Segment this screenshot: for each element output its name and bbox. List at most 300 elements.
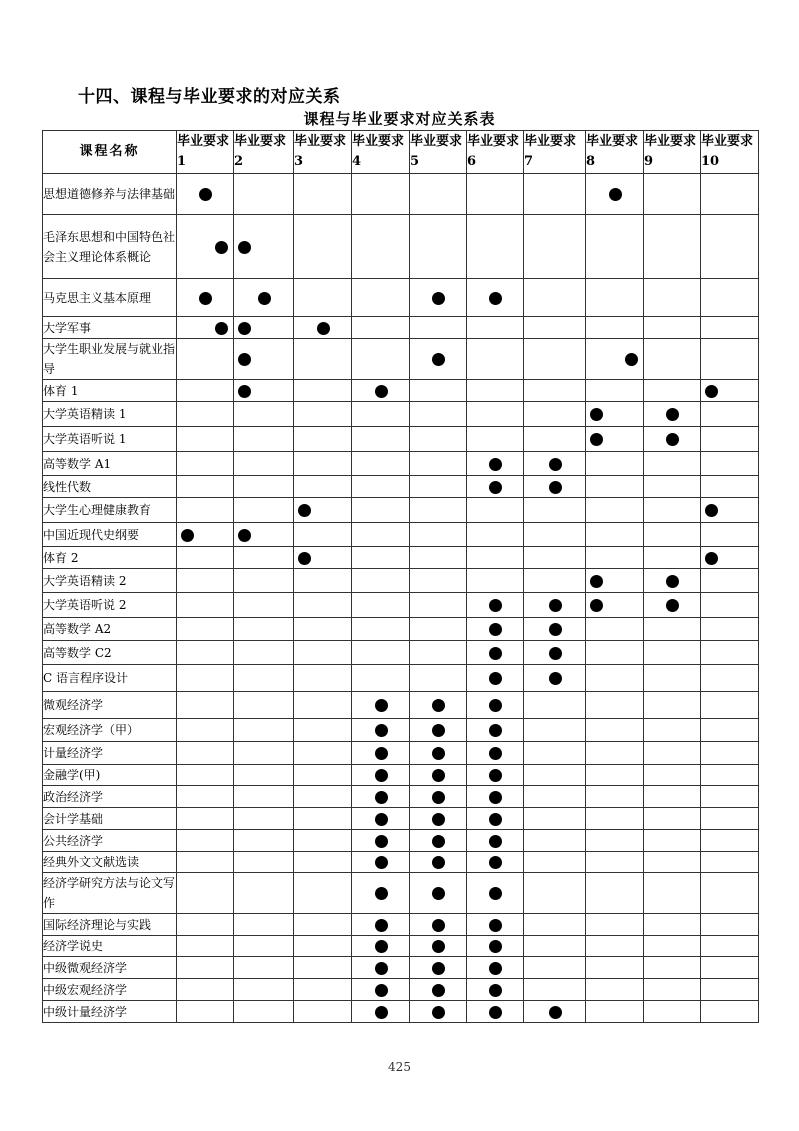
requirement-cell (177, 279, 234, 317)
requirement-cell (701, 476, 759, 498)
requirement-cell (701, 979, 759, 1001)
requirement-cell (524, 692, 586, 719)
filled-circle-icon (666, 433, 679, 446)
requirement-cell (177, 808, 234, 830)
requirement-cell (352, 174, 410, 215)
requirement-cell (701, 852, 759, 873)
requirement-cell (586, 569, 644, 593)
filled-circle-icon (375, 769, 388, 782)
requirement-cell (644, 339, 701, 380)
course-name-cell: 公共经济学 (43, 830, 177, 852)
course-name-cell: 计量经济学 (43, 742, 177, 765)
table-row (43, 547, 759, 569)
filled-circle-icon (238, 241, 251, 254)
filled-circle-icon (432, 791, 445, 804)
requirement-cell (524, 742, 586, 765)
table-row (43, 174, 759, 215)
requirement-cell (701, 830, 759, 852)
requirement-cell (177, 692, 234, 719)
filled-circle-icon (375, 919, 388, 932)
requirement-cell (701, 742, 759, 765)
requirement-cell (701, 523, 759, 547)
column-header-requirement: 毕业要求1 (177, 131, 234, 174)
requirement-cell (467, 427, 524, 452)
requirement-cell (177, 786, 234, 808)
requirement-cell (586, 618, 644, 641)
requirement-cell (410, 914, 467, 936)
requirement-cell (177, 569, 234, 593)
requirement-cell (177, 402, 234, 427)
requirement-cell (352, 317, 410, 339)
filled-circle-icon (432, 353, 445, 366)
course-name-cell: 大学生职业发展与就业指导 (43, 339, 177, 380)
requirement-cell (524, 476, 586, 498)
course-name-cell: 经济学研究方法与论文写作 (43, 873, 177, 914)
requirement-cell (177, 523, 234, 547)
requirement-cell (352, 914, 410, 936)
requirement-cell (701, 547, 759, 569)
filled-circle-icon (489, 699, 502, 712)
requirement-cell (234, 979, 294, 1001)
table-row (43, 742, 759, 765)
requirement-cell (352, 719, 410, 742)
requirement-cell (701, 279, 759, 317)
requirement-cell (410, 936, 467, 957)
requirement-cell (352, 618, 410, 641)
requirement-cell (177, 498, 234, 523)
requirement-cell (586, 215, 644, 279)
column-header-course: 课程名称 (43, 131, 177, 174)
requirement-cell (701, 873, 759, 914)
requirement-cell (177, 215, 234, 279)
requirement-cell (467, 742, 524, 765)
table-row (43, 936, 759, 957)
filled-circle-icon (375, 984, 388, 997)
requirement-cell (701, 1001, 759, 1023)
requirement-cell (586, 957, 644, 979)
course-name-cell: 宏观经济学（甲） (43, 719, 177, 742)
filled-circle-icon (432, 835, 445, 848)
column-header-requirement: 毕业要求10 (701, 131, 759, 174)
requirement-cell (234, 936, 294, 957)
requirement-cell (177, 719, 234, 742)
requirement-cell (410, 569, 467, 593)
requirement-cell (586, 808, 644, 830)
table-row (43, 618, 759, 641)
requirement-cell (467, 1001, 524, 1023)
requirement-cell (467, 618, 524, 641)
requirement-cell (352, 979, 410, 1001)
table-row (43, 279, 759, 317)
filled-circle-icon (705, 504, 718, 517)
requirement-cell (352, 452, 410, 476)
requirement-cell (294, 452, 352, 476)
requirement-cell (352, 765, 410, 786)
requirement-cell (234, 1001, 294, 1023)
requirement-cell (177, 979, 234, 1001)
filled-circle-icon (489, 672, 502, 685)
table-body (43, 174, 759, 1023)
filled-circle-icon (489, 791, 502, 804)
requirement-cell (234, 873, 294, 914)
course-name-cell: 大学军事 (43, 317, 177, 339)
requirement-cell (177, 641, 234, 665)
requirement-cell (352, 380, 410, 402)
requirement-cell (644, 665, 701, 692)
table-header-row (43, 131, 759, 174)
requirement-cell (524, 618, 586, 641)
requirement-cell (701, 936, 759, 957)
requirement-cell (294, 786, 352, 808)
requirement-cell (234, 742, 294, 765)
requirement-cell (586, 830, 644, 852)
course-name-cell: 经典外文文献选读 (43, 852, 177, 873)
requirement-cell (294, 279, 352, 317)
filled-circle-icon (549, 599, 562, 612)
requirement-cell (467, 665, 524, 692)
requirement-cell (410, 380, 467, 402)
requirement-cell (467, 979, 524, 1001)
requirement-cell (410, 873, 467, 914)
requirement-cell (586, 427, 644, 452)
requirement-cell (586, 339, 644, 380)
filled-circle-icon (489, 481, 502, 494)
requirement-cell (467, 402, 524, 427)
requirement-cell (644, 317, 701, 339)
requirement-cell (644, 914, 701, 936)
requirement-cell (467, 765, 524, 786)
requirement-cell (586, 174, 644, 215)
filled-circle-icon (549, 647, 562, 660)
filled-circle-icon (375, 724, 388, 737)
requirement-cell (177, 380, 234, 402)
requirement-cell (234, 427, 294, 452)
requirement-cell (177, 1001, 234, 1023)
requirement-cell (294, 957, 352, 979)
requirement-cell (352, 936, 410, 957)
requirement-cell (410, 523, 467, 547)
table-row (43, 569, 759, 593)
requirement-cell (177, 317, 234, 339)
requirement-cell (586, 593, 644, 618)
requirement-cell (586, 279, 644, 317)
requirement-cell (352, 830, 410, 852)
requirement-cell (701, 765, 759, 786)
table-row (43, 427, 759, 452)
filled-circle-icon (432, 984, 445, 997)
filled-circle-icon (199, 188, 212, 201)
requirement-cell (701, 692, 759, 719)
requirement-cell (701, 569, 759, 593)
column-header-requirement: 毕业要求5 (410, 131, 467, 174)
filled-circle-icon (590, 599, 603, 612)
course-name-cell: 中级宏观经济学 (43, 979, 177, 1001)
course-requirement-table (42, 130, 759, 1023)
requirement-cell (644, 279, 701, 317)
requirement-cell (524, 641, 586, 665)
filled-circle-icon (432, 747, 445, 760)
requirement-cell (467, 873, 524, 914)
requirement-cell (467, 498, 524, 523)
requirement-cell (177, 665, 234, 692)
requirement-cell (294, 665, 352, 692)
requirement-cell (177, 452, 234, 476)
requirement-cell (177, 830, 234, 852)
filled-circle-icon (215, 322, 228, 335)
requirement-cell (524, 215, 586, 279)
requirement-cell (644, 742, 701, 765)
requirement-cell (524, 452, 586, 476)
course-name-cell: 大学英语听说 2 (43, 593, 177, 618)
filled-circle-icon (489, 940, 502, 953)
requirement-cell (294, 618, 352, 641)
filled-circle-icon (238, 322, 251, 335)
requirement-cell (410, 339, 467, 380)
requirement-cell (524, 936, 586, 957)
filled-circle-icon (666, 599, 679, 612)
requirement-cell (586, 498, 644, 523)
table-row (43, 665, 759, 692)
requirement-cell (701, 339, 759, 380)
requirement-cell (410, 427, 467, 452)
requirement-cell (352, 402, 410, 427)
requirement-cell (524, 786, 586, 808)
requirement-cell (234, 547, 294, 569)
course-name-cell: 大学英语精读 1 (43, 402, 177, 427)
requirement-cell (410, 665, 467, 692)
filled-circle-icon (625, 353, 638, 366)
filled-circle-icon (432, 962, 445, 975)
filled-circle-icon (590, 575, 603, 588)
requirement-cell (467, 641, 524, 665)
filled-circle-icon (489, 1006, 502, 1019)
requirement-cell (701, 427, 759, 452)
requirement-cell (644, 957, 701, 979)
filled-circle-icon (298, 504, 311, 517)
course-name-cell: 国际经济理论与实践 (43, 914, 177, 936)
requirement-cell (467, 719, 524, 742)
requirement-cell (352, 808, 410, 830)
filled-circle-icon (489, 292, 502, 305)
filled-circle-icon (432, 769, 445, 782)
filled-circle-icon (489, 919, 502, 932)
requirement-cell (410, 317, 467, 339)
course-name-cell: 高等数学 A2 (43, 618, 177, 641)
requirement-cell (234, 808, 294, 830)
requirement-cell (644, 452, 701, 476)
requirement-cell (467, 547, 524, 569)
requirement-cell (294, 641, 352, 665)
requirement-cell (294, 498, 352, 523)
requirement-cell (177, 936, 234, 957)
requirement-cell (177, 957, 234, 979)
filled-circle-icon (375, 747, 388, 760)
requirement-cell (410, 215, 467, 279)
requirement-cell (586, 380, 644, 402)
table-row (43, 830, 759, 852)
filled-circle-icon (489, 984, 502, 997)
table-row (43, 808, 759, 830)
requirement-cell (177, 873, 234, 914)
requirement-cell (177, 174, 234, 215)
requirement-cell (701, 215, 759, 279)
requirement-cell (294, 380, 352, 402)
table-row (43, 852, 759, 873)
requirement-cell (352, 665, 410, 692)
requirement-cell (586, 317, 644, 339)
requirement-cell (644, 873, 701, 914)
requirement-cell (234, 279, 294, 317)
table-row (43, 1001, 759, 1023)
filled-circle-icon (432, 940, 445, 953)
table-row (43, 593, 759, 618)
requirement-cell (524, 547, 586, 569)
requirement-cell (644, 830, 701, 852)
requirement-cell (410, 979, 467, 1001)
requirement-cell (410, 765, 467, 786)
filled-circle-icon (375, 856, 388, 869)
requirement-cell (352, 498, 410, 523)
filled-circle-icon (666, 408, 679, 421)
filled-circle-icon (489, 887, 502, 900)
filled-circle-icon (549, 1006, 562, 1019)
requirement-cell (352, 957, 410, 979)
requirement-cell (701, 452, 759, 476)
filled-circle-icon (238, 529, 251, 542)
requirement-cell (701, 317, 759, 339)
requirement-cell (234, 765, 294, 786)
requirement-cell (524, 957, 586, 979)
requirement-cell (177, 339, 234, 380)
requirement-cell (701, 380, 759, 402)
course-name-cell: 金融学(甲) (43, 765, 177, 786)
requirement-cell (644, 402, 701, 427)
filled-circle-icon (590, 408, 603, 421)
requirement-cell (467, 936, 524, 957)
requirement-cell (467, 317, 524, 339)
requirement-cell (234, 380, 294, 402)
requirement-cell (294, 830, 352, 852)
requirement-cell (467, 852, 524, 873)
requirement-cell (410, 808, 467, 830)
requirement-cell (294, 979, 352, 1001)
requirement-cell (524, 174, 586, 215)
requirement-cell (410, 641, 467, 665)
filled-circle-icon (489, 623, 502, 636)
filled-circle-icon (375, 699, 388, 712)
requirement-cell (294, 936, 352, 957)
requirement-cell (294, 692, 352, 719)
table-row (43, 452, 759, 476)
requirement-cell (467, 279, 524, 317)
filled-circle-icon (238, 385, 251, 398)
filled-circle-icon (375, 887, 388, 900)
requirement-cell (234, 402, 294, 427)
table-row (43, 957, 759, 979)
filled-circle-icon (432, 813, 445, 826)
requirement-cell (177, 765, 234, 786)
requirement-cell (586, 936, 644, 957)
filled-circle-icon (181, 529, 194, 542)
requirement-cell (524, 402, 586, 427)
requirement-cell (644, 618, 701, 641)
requirement-cell (352, 692, 410, 719)
requirement-cell (644, 936, 701, 957)
table-row (43, 786, 759, 808)
requirement-cell (352, 873, 410, 914)
filled-circle-icon (375, 940, 388, 953)
requirement-cell (352, 476, 410, 498)
requirement-cell (644, 808, 701, 830)
course-name-cell: 高等数学 C2 (43, 641, 177, 665)
requirement-cell (644, 852, 701, 873)
requirement-cell (467, 174, 524, 215)
filled-circle-icon (432, 856, 445, 869)
requirement-cell (410, 830, 467, 852)
requirement-cell (234, 786, 294, 808)
requirement-cell (177, 476, 234, 498)
requirement-cell (524, 808, 586, 830)
filled-circle-icon (238, 353, 251, 366)
requirement-cell (294, 476, 352, 498)
course-name-cell: 毛泽东思想和中国特色社会主义理论体系概论 (43, 215, 177, 279)
requirement-cell (294, 339, 352, 380)
requirement-cell (701, 498, 759, 523)
requirement-cell (701, 641, 759, 665)
requirement-cell (467, 569, 524, 593)
requirement-cell (234, 618, 294, 641)
requirement-cell (701, 618, 759, 641)
requirement-cell (234, 914, 294, 936)
filled-circle-icon (432, 699, 445, 712)
requirement-cell (352, 279, 410, 317)
requirement-cell (586, 873, 644, 914)
requirement-cell (177, 742, 234, 765)
table-row (43, 719, 759, 742)
filled-circle-icon (375, 385, 388, 398)
requirement-cell (234, 476, 294, 498)
requirement-cell (586, 979, 644, 1001)
requirement-cell (234, 339, 294, 380)
requirement-cell (352, 593, 410, 618)
table-row (43, 765, 759, 786)
course-name-cell: 大学英语精读 2 (43, 569, 177, 593)
requirement-cell (352, 339, 410, 380)
requirement-cell (410, 719, 467, 742)
requirement-cell (586, 786, 644, 808)
requirement-cell (234, 523, 294, 547)
table-row (43, 402, 759, 427)
requirement-cell (467, 476, 524, 498)
requirement-cell (644, 765, 701, 786)
requirement-cell (701, 957, 759, 979)
requirement-cell (701, 808, 759, 830)
requirement-cell (524, 719, 586, 742)
requirement-cell (644, 569, 701, 593)
filled-circle-icon (432, 724, 445, 737)
filled-circle-icon (590, 433, 603, 446)
requirement-cell (586, 914, 644, 936)
requirement-cell (644, 523, 701, 547)
requirement-cell (352, 641, 410, 665)
requirement-cell (644, 593, 701, 618)
course-name-cell: 中级微观经济学 (43, 957, 177, 979)
requirement-cell (467, 452, 524, 476)
requirement-cell (352, 523, 410, 547)
course-name-cell: C 语言程序设计 (43, 665, 177, 692)
filled-circle-icon (705, 385, 718, 398)
requirement-cell (701, 174, 759, 215)
